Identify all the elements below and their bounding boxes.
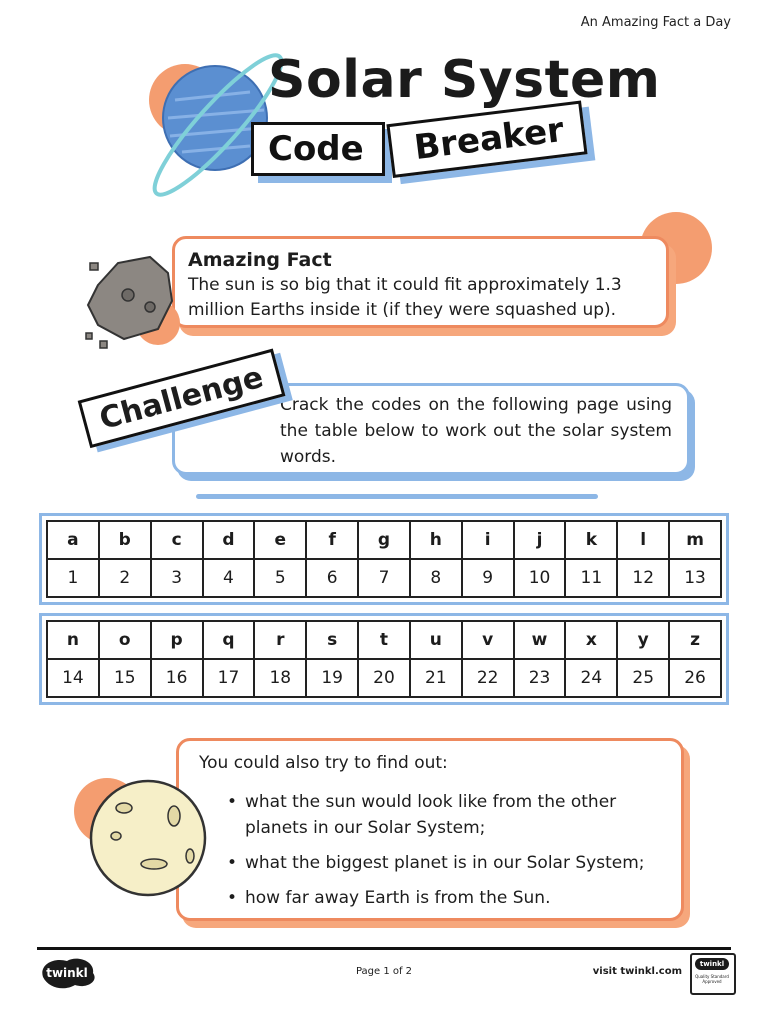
- page-number: Page 1 of 2: [355, 966, 413, 977]
- fact-body: The sun is so big that it could fit approximately 1.3 million Earths inside it (if they were squashed up).: [188, 275, 622, 320]
- letter-cell: c: [151, 521, 203, 559]
- number-cell: 17: [203, 659, 255, 697]
- letter-cell: y: [617, 621, 669, 659]
- amazing-fact-box: [172, 236, 669, 328]
- number-cell: 3: [151, 559, 203, 597]
- number-cell: 24: [565, 659, 617, 697]
- visit-link[interactable]: visit twinkl.com: [592, 966, 682, 977]
- number-cell: 13: [669, 559, 721, 597]
- number-cell: 1: [47, 559, 99, 597]
- number-cell: 26: [669, 659, 721, 697]
- number-cell: 2: [99, 559, 151, 597]
- find-out-box: [176, 738, 684, 921]
- letter-cell: h: [410, 521, 462, 559]
- number-cell: 25: [617, 659, 669, 697]
- letter-cell: g: [358, 521, 410, 559]
- number-cell: 12: [617, 559, 669, 597]
- letter-cell: a: [47, 521, 99, 559]
- asteroid-icon: [80, 245, 190, 355]
- letter-cell: p: [151, 621, 203, 659]
- number-cell: 8: [410, 559, 462, 597]
- bullet: •: [227, 888, 238, 908]
- number-cell: 14: [47, 659, 99, 697]
- cipher-table-a-m: [39, 513, 729, 605]
- challenge-text: Crack the codes on the following page using the table below to work out the solar system words.: [280, 395, 672, 467]
- number-cell: 11: [565, 559, 617, 597]
- list-item-text: what the biggest planet is in our Solar System;: [245, 853, 645, 873]
- letter-cell: e: [254, 521, 306, 559]
- letter-row: [47, 521, 721, 559]
- letter-cell: j: [514, 521, 566, 559]
- letter-cell: r: [254, 621, 306, 659]
- list-item: [199, 789, 661, 841]
- number-cell: 7: [358, 559, 410, 597]
- number-cell: 6: [306, 559, 358, 597]
- letter-cell: b: [99, 521, 151, 559]
- number-cell: 10: [514, 559, 566, 597]
- find-out-list: [199, 789, 661, 911]
- number-cell: 9: [462, 559, 514, 597]
- page-title: Solar System: [268, 50, 661, 110]
- letter-row: [47, 621, 721, 659]
- cipher-table-n-z: [39, 613, 729, 705]
- letter-cell: z: [669, 621, 721, 659]
- letter-cell: l: [617, 521, 669, 559]
- letter-cell: m: [669, 521, 721, 559]
- badge-text: Quality Standard Approved: [695, 974, 729, 984]
- bullet: •: [227, 853, 238, 873]
- challenge-label: Challenge: [78, 349, 286, 449]
- number-cell: 20: [358, 659, 410, 697]
- find-out-intro: You could also try to find out:: [199, 753, 448, 773]
- fact-heading: Amazing Fact: [188, 249, 332, 271]
- number-cell: 23: [514, 659, 566, 697]
- letter-cell: k: [565, 521, 617, 559]
- letter-cell: x: [565, 621, 617, 659]
- list-item: [199, 850, 661, 876]
- list-item-text: how far away Earth is from the Sun.: [245, 888, 551, 908]
- number-cell: 18: [254, 659, 306, 697]
- letter-cell: o: [99, 621, 151, 659]
- number-cell: 16: [151, 659, 203, 697]
- number-cell: 21: [410, 659, 462, 697]
- number-cell: 19: [306, 659, 358, 697]
- divider: [196, 494, 598, 499]
- letter-cell: q: [203, 621, 255, 659]
- list-item-text: what the sun would look like from the other planets in our Solar System;: [245, 792, 617, 838]
- letter-cell: i: [462, 521, 514, 559]
- footer-divider: [37, 947, 731, 950]
- title-code: Code: [251, 122, 385, 176]
- number-cell: 15: [99, 659, 151, 697]
- letter-cell: t: [358, 621, 410, 659]
- footer-logo-text: twinkl: [46, 966, 88, 980]
- number-cell: 5: [254, 559, 306, 597]
- letter-cell: d: [203, 521, 255, 559]
- badge-logo: twinkl: [695, 958, 729, 970]
- number-row: [47, 659, 721, 697]
- letter-cell: s: [306, 621, 358, 659]
- list-item: [199, 885, 661, 911]
- letter-cell: f: [306, 521, 358, 559]
- moon-icon: [86, 778, 216, 898]
- header-tag: An Amazing Fact a Day: [580, 15, 731, 30]
- letter-cell: n: [47, 621, 99, 659]
- bullet: •: [227, 792, 238, 812]
- number-row: [47, 559, 721, 597]
- quality-badge: [690, 953, 736, 995]
- number-cell: 22: [462, 659, 514, 697]
- letter-cell: v: [462, 621, 514, 659]
- letter-cell: u: [410, 621, 462, 659]
- title-breaker: Breaker: [386, 100, 587, 178]
- number-cell: 4: [203, 559, 255, 597]
- letter-cell: w: [514, 621, 566, 659]
